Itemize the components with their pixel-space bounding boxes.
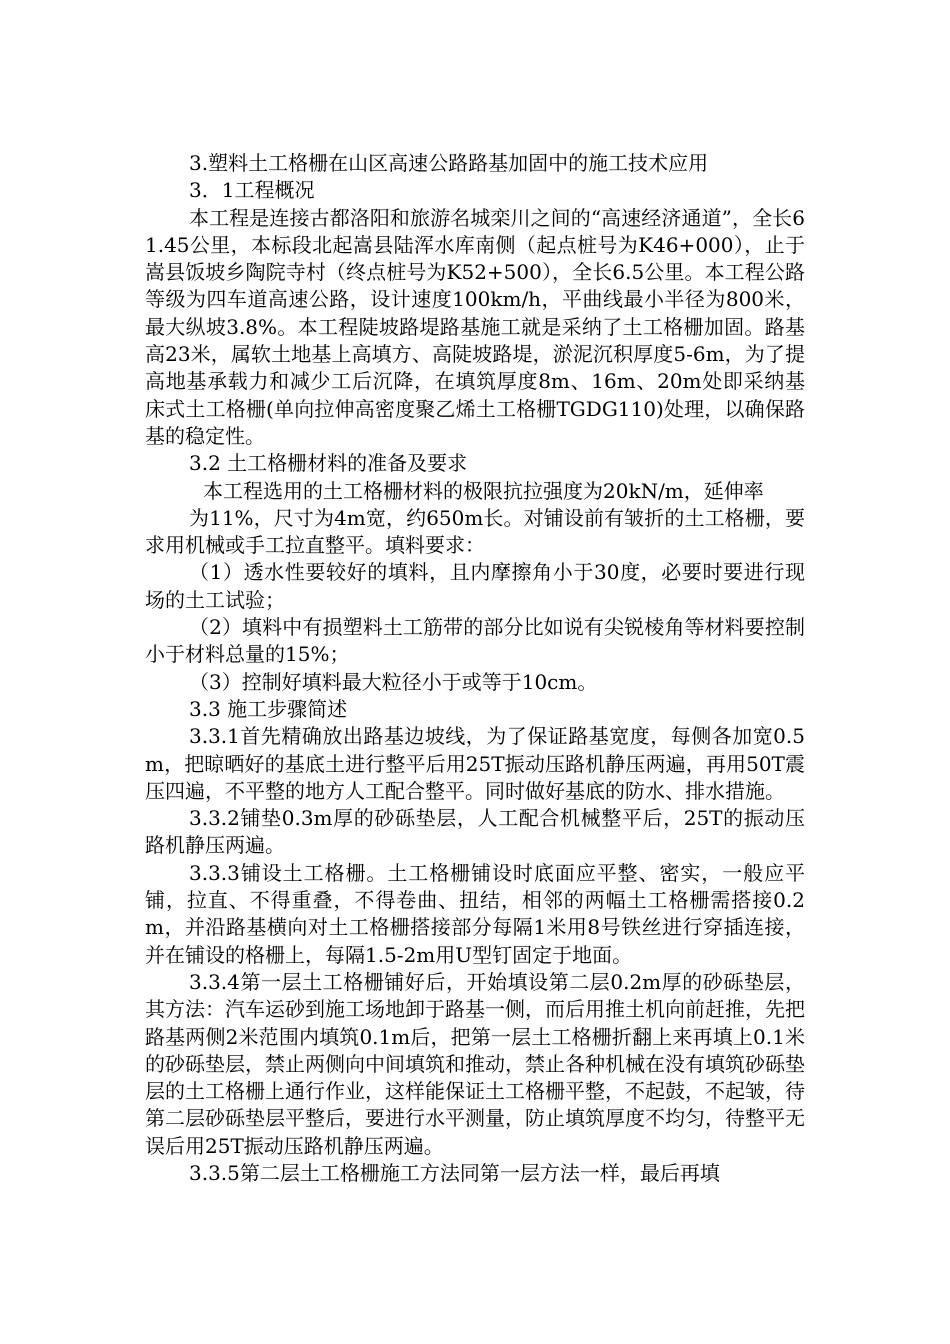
paragraph: 本工程是连接古都洛阳和旅游名城栾川之间的“高速经济通道”，全长61.45公里，本标段北起嵩县陆浑水库南侧（起点桩号为K46+000），止于嵩县饭坡乡陶院寺村（终点桩号为K52+500），全长6.5公里。本工程公路等级为四车道高速公路，设计速度100km/h，平曲线最小半径为800米，最大纵坡3.8%。本工程陡坡路堤路基施工就是采纳了土工格栅加固。路基高23米，属软土地基上高填方、高陡坡路堤，淤泥沉积厚度5-6m，为了提高地基承载力和减少工后沉降，在填筑厚度8m、16m、20m处即采纳基床式土工格栅(单向拉伸高密度聚乙烯土工格栅TGDG110)处理，以确保路基的稳定性。 [145, 205, 805, 448]
paragraph: 本工程选用的土工格栅材料的极限抗拉强度为20kN/m，延伸率 [203, 478, 764, 503]
list-item: （1）透水性要较好的填料，且内摩擦角小于30度，必要时要进行现场的土工试验； [145, 560, 805, 612]
paragraph: 3.3.1首先精确放出路基边坡线，为了保证路基宽度，每侧各加宽0.5m，把晾晒好的基底土进行整平后用25T振动压路机静压两遍，再用50T震压四遍，不平整的地方人工配合整平。同时做好基底的防水、排水措施。 [145, 724, 805, 803]
paragraph: 3.3.5第二层土工格栅施工方法同第一层方法一样，最后再填 [189, 1160, 720, 1185]
paragraph: 3.3.3铺设土工格栅。土工格栅铺设时底面应平整、密实，一般应平铺，拉直、不得重叠，不得卷曲、扭结，相邻的两幅土工格栅需搭接0.2m，并沿路基横向对土工格栅搭接部分每隔1米用8号铁丝进行穿插连接，并在铺设的格栅上，每隔1.5-2m用U型钉固定于地面。 [145, 860, 805, 967]
paragraph: 为11%，尺寸为4m宽，约650m长。对铺设前有皱折的土工格栅，要求用机械或手工拉直整平。填料要求： [145, 505, 805, 558]
list-item: （3）控制好填料最大粒径小于或等于10cm。 [189, 669, 598, 694]
paragraph: 3.3.2铺垫0.3m厚的砂砾垫层，人工配合机械整平后，25T的振动压路机静压两遍。 [145, 806, 805, 858]
document-title: 3.塑料土工格栅在山区高速公路路基加固中的施工技术应用 [189, 151, 709, 175]
section-heading: 3．1工程概况 [189, 178, 315, 203]
paragraph: 3.3.4第一层土工格栅铺好后，开始填设第二层0.2m厚的砂砾垫层，其方法：汽车运砂到施工场地卸于路基一侧，而后用推土机向前赶推，先把路基两侧2米范围内填筑0.1m后，把第一层土工格栅折翻上来再填上0.1米的砂砾垫层，禁止两侧向中间填筑和推动，禁止各种机械在没有填筑砂砾垫层的土工格栅上通行作业，这样能保证土工格栅平整，不起鼓，不起皱，待第二层砂砾垫层平整后，要进行水平测量，防止填筑厚度不均匀，待整平无误后用25T振动压路机静压两遍。 [145, 969, 805, 1158]
section-heading: 3.2 土工格栅材料的准备及要求 [189, 451, 468, 476]
list-item: （2）填料中有损塑料土工筋带的部分比如说有尖锐棱角等材料要控制小于材料总量的15%； [145, 615, 805, 667]
section-heading: 3.3 施工步骤简述 [189, 696, 348, 721]
document-body [145, 150, 805, 1187]
